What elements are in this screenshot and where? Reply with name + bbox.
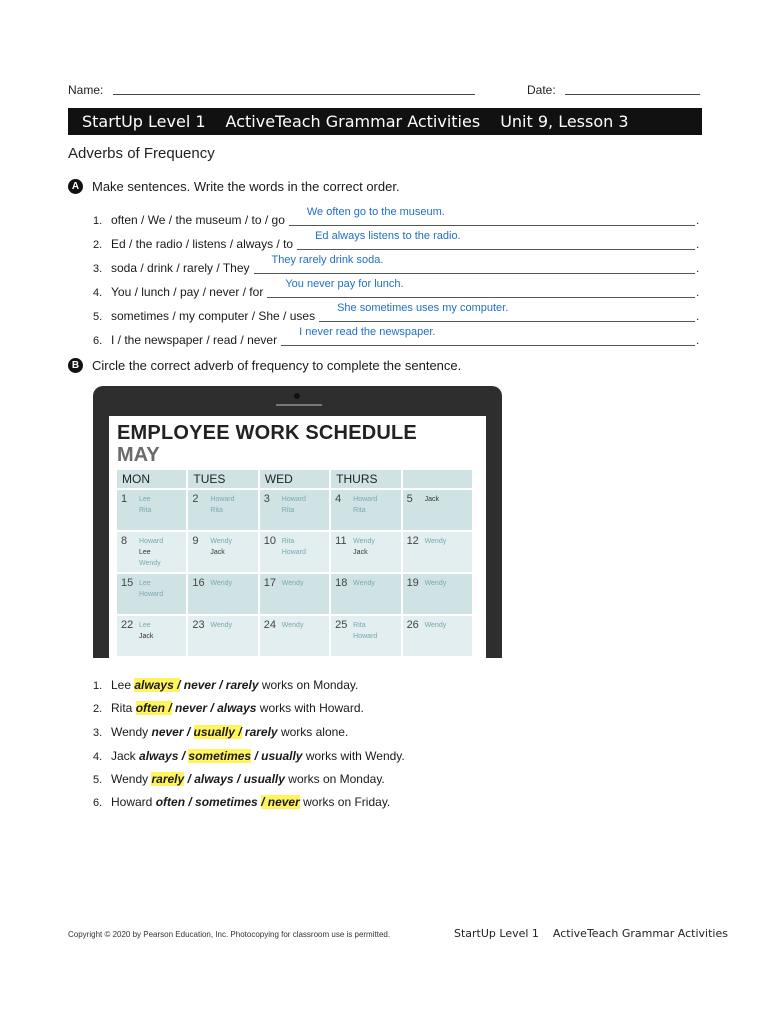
exercise-b-item xyxy=(93,678,358,692)
exercise-a-item xyxy=(93,209,288,227)
section-a-instruction: Make sentences. Write the words in the correct order. xyxy=(92,179,400,194)
calendar-day-cell xyxy=(260,532,331,572)
day-number: 25 xyxy=(335,619,348,631)
item-number: 6. xyxy=(93,335,103,347)
employee-names xyxy=(425,536,447,547)
employee-name: Wendy xyxy=(210,538,233,545)
calendar-day-cell xyxy=(260,490,331,530)
item-rest: works on Monday. xyxy=(261,678,359,692)
employee-names xyxy=(139,578,163,600)
day-header: MON xyxy=(117,470,188,488)
handwritten-answer[interactable]: We often go to the museum. xyxy=(306,206,445,218)
day-header xyxy=(403,470,474,488)
title-level: StartUp Level 1 xyxy=(82,112,206,131)
exercise-b-item xyxy=(93,795,390,809)
adverb-option[interactable]: rarely xyxy=(244,725,278,739)
employee-names xyxy=(210,578,232,589)
period: . xyxy=(696,261,700,275)
calendar-day-cell xyxy=(403,574,474,614)
item-number: 2. xyxy=(93,239,103,251)
item-number: 4. xyxy=(93,751,103,763)
item-number: 5. xyxy=(93,774,103,786)
calendar-day-cell xyxy=(188,574,259,614)
handwritten-answer[interactable]: She sometimes uses my computer. xyxy=(337,302,509,314)
selected-adverb-option[interactable]: / never xyxy=(261,795,300,809)
item-rest: works on Friday. xyxy=(303,795,391,809)
day-number: 24 xyxy=(263,619,277,631)
period: . xyxy=(696,309,700,323)
item-prompt: soda / drink / rarely / They xyxy=(111,261,250,275)
handwritten-answer[interactable]: Ed always listens to the radio. xyxy=(315,230,461,242)
employee-name: Wendy xyxy=(210,622,233,629)
date-label: Date: xyxy=(527,83,556,97)
answer-line[interactable] xyxy=(281,345,695,346)
day-number: 16 xyxy=(192,577,205,589)
answer-line[interactable] xyxy=(267,297,695,298)
calendar-day-cell xyxy=(403,616,474,656)
day-number: 23 xyxy=(192,619,205,631)
period: . xyxy=(696,285,700,299)
employee-name: Wendy xyxy=(210,580,233,587)
exercise-a-item xyxy=(93,329,280,347)
tablet-frame xyxy=(93,386,502,658)
employee-name: Wendy xyxy=(424,622,447,629)
footer-copyright: Copyright © 2020 by Pearson Education, Inc. Photocopying for classroom use is permitted. xyxy=(68,930,391,939)
item-rest: works with Wendy. xyxy=(305,749,405,763)
footer-title: StartUp Level 1 ActiveTeach Grammar Activities xyxy=(454,927,728,940)
name-label: Name: xyxy=(68,83,104,97)
calendar-day-cell xyxy=(331,490,402,530)
employee-name: Wendy xyxy=(424,538,447,545)
employee-name: Rita xyxy=(353,622,366,629)
employee-names xyxy=(425,620,447,631)
day-number: 10 xyxy=(263,535,277,547)
day-number: 18 xyxy=(335,577,348,589)
period: . xyxy=(696,333,700,347)
schedule-calendar xyxy=(117,470,474,656)
title-bar xyxy=(68,108,702,135)
calendar-day-cell xyxy=(117,574,188,614)
day-number: 8 xyxy=(121,535,128,547)
calendar-day-cell xyxy=(403,532,474,572)
employee-name: Rita xyxy=(353,507,366,514)
employee-name: Wendy xyxy=(353,580,375,587)
tablet-camera xyxy=(294,393,300,399)
employee-name: Wendy xyxy=(424,580,447,587)
employee-name: Lee xyxy=(139,496,151,503)
item-subject: Howard xyxy=(111,795,153,809)
exercise-b-item xyxy=(93,725,348,739)
day-number: 1 xyxy=(121,493,128,505)
answer-line[interactable] xyxy=(254,273,695,274)
selected-adverb-option[interactable]: always / xyxy=(134,678,181,692)
item-number: 3. xyxy=(93,263,103,275)
selected-adverb-option[interactable]: sometimes xyxy=(188,749,252,763)
employee-names xyxy=(139,494,151,516)
answer-line[interactable] xyxy=(319,321,695,322)
employee-names xyxy=(282,536,306,558)
item-number: 1. xyxy=(93,215,103,227)
item-number: 2. xyxy=(93,703,103,715)
date-line[interactable] xyxy=(565,94,700,95)
tablet-speaker xyxy=(276,404,322,406)
exercise-b-item xyxy=(93,749,405,763)
employee-names xyxy=(353,578,375,589)
day-header: WED xyxy=(260,470,331,488)
day-number: 9 xyxy=(192,535,199,547)
calendar-day-cell xyxy=(188,532,259,572)
adverb-option[interactable]: always / xyxy=(139,749,186,763)
exercise-b-item xyxy=(93,701,364,715)
employee-name: Howard xyxy=(281,496,306,503)
employee-names xyxy=(210,620,232,631)
adverb-option[interactable]: never / xyxy=(175,701,214,715)
calendar-header xyxy=(117,470,474,488)
selected-adverb-option[interactable]: often / xyxy=(135,701,172,715)
exercise-a-item xyxy=(93,233,296,251)
handwritten-answer[interactable]: I never read the newspaper. xyxy=(299,326,436,338)
period: . xyxy=(696,237,700,251)
day-number: 3 xyxy=(263,493,270,505)
day-number: 2 xyxy=(192,493,199,505)
employee-names xyxy=(139,620,153,642)
employee-names xyxy=(282,620,304,631)
name-line[interactable] xyxy=(113,94,475,95)
calendar-day-cell xyxy=(117,490,188,530)
calendar-week xyxy=(117,574,474,614)
exercise-a-item xyxy=(93,305,318,323)
item-subject: Jack xyxy=(111,749,136,763)
calendar-week xyxy=(117,616,474,656)
employee-name: Lee xyxy=(139,622,151,629)
day-number: 17 xyxy=(263,577,277,589)
calendar-day-cell xyxy=(188,616,259,656)
calendar-day-cell xyxy=(117,616,188,656)
calendar-day-cell xyxy=(331,616,402,656)
section-a-header xyxy=(68,179,400,194)
adverb-option[interactable]: / always / xyxy=(187,772,241,786)
employee-names xyxy=(282,578,304,589)
employee-name: Wendy xyxy=(281,622,304,629)
page-subtitle: Adverbs of Frequency xyxy=(68,145,215,162)
employee-name: Rita xyxy=(210,507,223,514)
title-unit: Unit 9, Lesson 3 xyxy=(500,112,629,131)
employee-name: Howard xyxy=(139,538,164,545)
employee-name: Howard xyxy=(210,496,235,503)
item-rest: works on Monday. xyxy=(288,772,385,786)
exercise-a-item xyxy=(93,281,266,299)
employee-names xyxy=(353,494,377,516)
employee-name: Jack xyxy=(424,496,439,503)
adverb-option[interactable]: often / sometimes xyxy=(155,795,258,809)
item-number: 3. xyxy=(93,727,103,739)
exercise-a-item xyxy=(93,257,253,275)
employee-name: Howard xyxy=(353,633,378,640)
adverb-option[interactable]: never / xyxy=(151,725,191,739)
item-prompt: often / We / the museum / to / go xyxy=(111,213,285,227)
item-rest: works with Howard. xyxy=(259,701,364,715)
employee-names xyxy=(425,578,447,589)
handwritten-answer[interactable]: You never pay for lunch. xyxy=(285,278,404,290)
day-number: 11 xyxy=(335,535,347,547)
schedule-month: MAY xyxy=(117,444,160,466)
calendar-day-cell xyxy=(260,574,331,614)
employee-names xyxy=(282,494,306,516)
item-rest: works alone. xyxy=(280,725,349,739)
calendar-body xyxy=(117,490,474,656)
employee-name: Wendy xyxy=(281,580,304,587)
employee-name: Jack xyxy=(210,549,225,556)
day-number: 15 xyxy=(121,577,134,589)
item-prompt: I / the newspaper / read / never xyxy=(111,333,278,347)
section-a-badge: A xyxy=(68,179,83,194)
adverb-option[interactable]: never / xyxy=(183,678,223,692)
schedule-title: EMPLOYEE WORK SCHEDULE xyxy=(117,422,417,444)
exercise-b-item xyxy=(93,772,385,786)
employee-name: Howard xyxy=(353,496,378,503)
employee-name: Jack xyxy=(139,633,154,640)
answer-line[interactable] xyxy=(297,249,695,250)
employee-name: Wendy xyxy=(139,560,161,567)
handwritten-answer[interactable]: They rarely drink soda. xyxy=(271,254,384,266)
day-header: THURS xyxy=(331,470,402,488)
day-number: 26 xyxy=(406,619,419,631)
section-b-instruction: Circle the correct adverb of frequency to complete the sentence. xyxy=(92,358,462,373)
item-number: 5. xyxy=(93,311,103,323)
selected-adverb-option[interactable]: rarely xyxy=(151,772,185,786)
employee-name: Jack xyxy=(353,549,368,556)
employee-name: Howard xyxy=(281,549,306,556)
schedule-screen xyxy=(109,416,486,658)
employee-name: Rita xyxy=(281,538,295,545)
calendar-day-cell xyxy=(260,616,331,656)
item-subject: Lee xyxy=(111,678,132,692)
item-subject: Wendy xyxy=(111,772,149,786)
item-prompt: You / lunch / pay / never / for xyxy=(111,285,264,299)
item-prompt: sometimes / my computer / She / uses xyxy=(111,309,316,323)
employee-names xyxy=(210,494,234,516)
adverb-option[interactable]: usually xyxy=(243,772,285,786)
item-number: 1. xyxy=(93,680,103,692)
item-prompt: Ed / the radio / listens / always / to xyxy=(111,237,294,251)
section-b-header xyxy=(68,358,461,373)
employee-name: Howard xyxy=(139,591,164,598)
employee-name: Lee xyxy=(139,580,151,587)
employee-name: Wendy xyxy=(353,538,375,545)
calendar-day-cell xyxy=(117,532,188,572)
day-header: TUES xyxy=(188,470,259,488)
section-b-badge: B xyxy=(68,358,83,373)
day-number: 19 xyxy=(406,577,419,589)
answer-line[interactable] xyxy=(289,225,695,226)
item-subject: Wendy xyxy=(111,725,149,739)
calendar-week xyxy=(117,532,474,572)
day-number: 12 xyxy=(406,535,419,547)
calendar-day-cell xyxy=(331,532,402,572)
employee-names xyxy=(139,536,163,569)
calendar-day-cell xyxy=(403,490,474,530)
title-activity: ActiveTeach Grammar Activities xyxy=(225,112,481,131)
calendar-week xyxy=(117,490,474,530)
day-number: 5 xyxy=(406,493,413,505)
item-number: 4. xyxy=(93,287,103,299)
employee-name: Lee xyxy=(139,549,151,556)
employee-names xyxy=(425,494,439,505)
item-subject: Rita xyxy=(111,701,133,715)
adverb-option[interactable]: / usually xyxy=(254,749,303,763)
adverb-option[interactable]: always xyxy=(217,701,257,715)
calendar-day-cell xyxy=(188,490,259,530)
selected-adverb-option[interactable]: usually / xyxy=(193,725,242,739)
day-number: 22 xyxy=(121,619,134,631)
adverb-option[interactable]: rarely xyxy=(225,678,259,692)
employee-name: Rita xyxy=(281,507,295,514)
day-number: 4 xyxy=(335,493,342,505)
employee-names xyxy=(353,620,377,642)
period: . xyxy=(696,213,700,227)
calendar-day-cell xyxy=(331,574,402,614)
employee-names xyxy=(353,536,375,558)
item-number: 6. xyxy=(93,797,103,809)
employee-name: Rita xyxy=(139,507,152,514)
employee-names xyxy=(210,536,232,558)
